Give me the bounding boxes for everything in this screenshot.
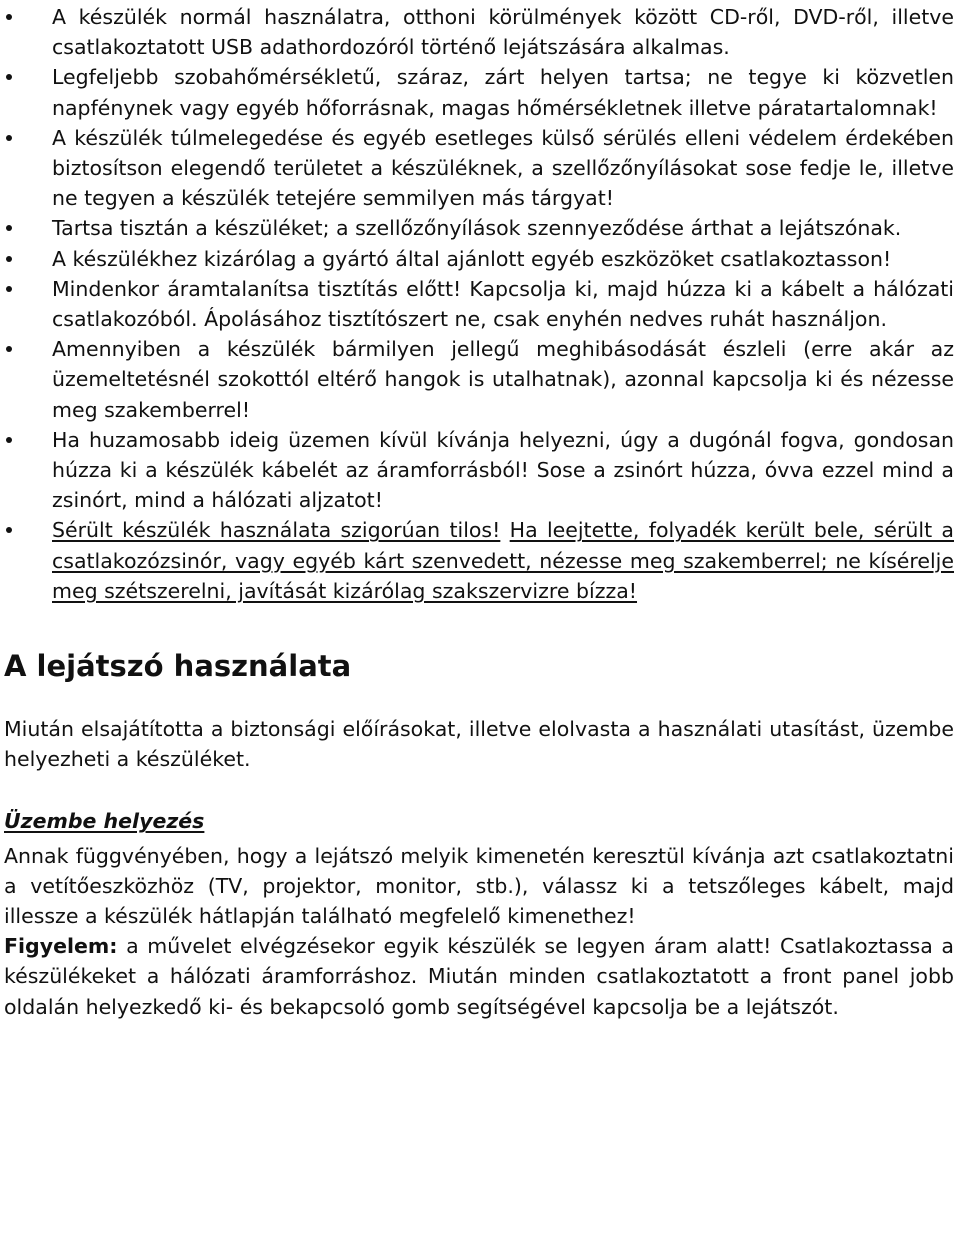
warning-text-part1: Sérült készülék használata szigorúan tilos! [52,518,501,543]
list-item: Mindenkor áramtalanítsa tisztítás előtt! Kapcsolja ki, majd húzza ki a kábelt a hálózati csatlakozóból. Ápolásához tisztítószert ne, csak enyhén nedves ruhát használjon. [52,274,954,334]
attention-text: a művelet elvégzésekor egyik készülék se legyen áram alatt! Csatlakoztassa a készülékeket a hálózati áramforráshoz. Miután minden csatlakoztatott a front panel jobb oldalán helyezkedő ki- és bekapcsoló gomb segítségével kapcsolja be a lejátszót. [4,934,954,1019]
subsection-title: Üzembe helyezés [4,809,205,834]
list-item: A készülék normál használatra, otthoni körülmények között CD-ről, DVD-ről, illetve csatlakoztatott USB adathordozóról történő lejátszására alkalmas. [52,2,954,62]
attention-paragraph [4,931,954,1022]
intro-paragraph: Miután elsajátította a biztonsági előírásokat, illetve elolvasta a használati utasítást, üzembe helyezheti a készüléket. [4,717,954,772]
list-item: A készülék túlmelegedése és egyéb esetleges külső sérülés elleni védelem érdekében biztosítson elegendő területet a készüléknek, a szellőzőnyílásokat sose fedje le, illetve ne tegyen a készülék tetejére semmilyen más tárgyat! [52,123,954,214]
warning-text-part2: Ha leejtette, folyadék került bele, sérült a csatlakozózsinór, vagy egyéb kárt szenvedett, nézesse meg szakemberrel; ne kísérelje meg szétszerelni, javítását kizárólag szakszervizre bízza! [52,518,954,603]
list-item: Tartsa tisztán a készüléket; a szellőzőnyílások szennyeződése árthat a lejátszónak. [52,213,954,243]
list-item: A készülékhez kizárólag a gyártó által ajánlott egyéb eszközöket csatlakoztasson! [52,244,954,274]
list-item: Ha huzamosabb ideig üzemen kívül kívánja helyezni, úgy a dugónál fogva, gondosan húzza ki a készülék kábelét az áramforrásból! Sose a zsinórt húzza, óvva ezzel mind a zsinórt, mind a hálózati aljzatot! [52,425,954,516]
section-title: A lejátszó használata [4,649,352,684]
safety-bullet-list [4,2,954,606]
attention-label: Figyelem: [4,934,118,959]
list-item: Amennyiben a készülék bármilyen jellegű meghibásodását észleli (erre akár az üzemeltetésnél szokottól eltérő hangok is utalhatnak), azonnal kapcsolja ki és nézesse meg szakemberrel! [52,334,954,425]
warning-list-item [52,515,954,606]
list-item: Legfeljebb szobahőmérsékletű, száraz, zárt helyen tartsa; ne tegye ki közvetlen napfénynek vagy egyéb hőforrásnak, magas hőmérsékletnek illetve páratartalomnak! [52,62,954,122]
setup-paragraph: Annak függvényében, hogy a lejátszó melyik kimenetén keresztül kívánja azt csatlakoztatni a vetítőeszközhöz (TV, projektor, monitor, stb.), válassz ki a tetszőleges kábelt, majd illessze a készülék hátlapján található megfelelő kimenethez! [4,843,954,929]
